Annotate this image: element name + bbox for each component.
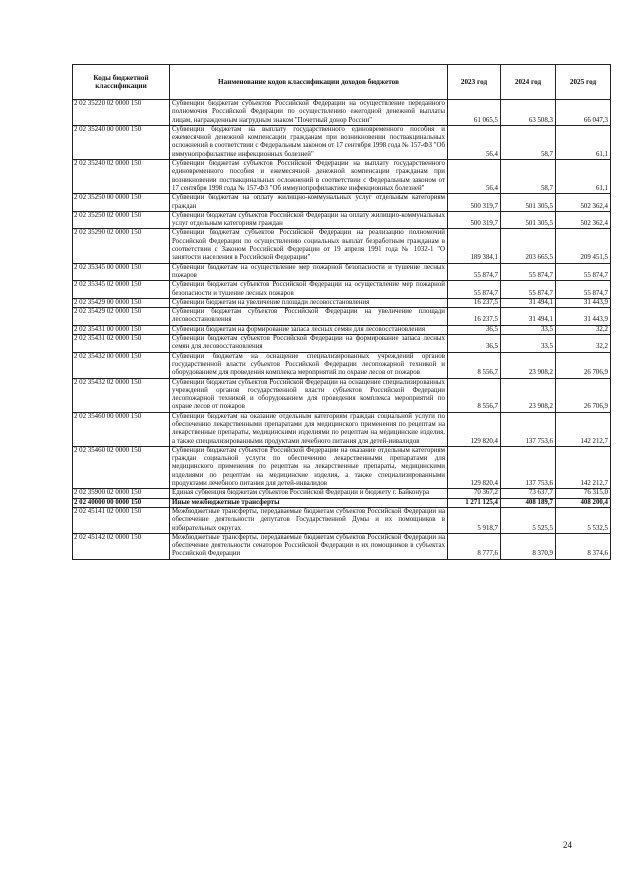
- row-name: Иные межбюджетные трансферты: [170, 498, 448, 507]
- row-value-2024: 55 874,7: [501, 263, 556, 281]
- row-code: 2 02 35429 02 0000 150: [73, 308, 170, 326]
- row-name: Субвенции бюджетам на оснащение специализированных учреждений органов государственной власти субъектов Российской Федерации лесопожарной техникой и оборудованием для проведения комплекса мероприятий по охране лесов от пожаров: [170, 352, 448, 378]
- row-value-2023: 129 820,4: [448, 412, 501, 446]
- row-value-2025: 31 443,9: [556, 298, 611, 307]
- row-name: Субвенции бюджетам субъектов Российской Федерации на оснащение специализированных учреждений органов государственной власти субъектов Российской Федерации лесопожарной техникой и оборудованием для проведения комплекса мероприятий по охране лесов от пожаров: [170, 378, 448, 412]
- row-value-2023: 16 237,5: [448, 308, 501, 326]
- row-value-2025: 502 362,4: [556, 194, 611, 212]
- row-value-2025: 5 532,5: [556, 507, 611, 533]
- row-code: 2 02 35431 00 0000 150: [73, 325, 170, 334]
- row-value-2025: 61,1: [556, 125, 611, 159]
- row-code: 2 02 35900 02 0000 150: [73, 489, 170, 498]
- row-value-2023: 8 556,7: [448, 378, 501, 412]
- row-code: 2 02 35240 00 0000 150: [73, 125, 170, 159]
- header-2025: 2025 год: [556, 65, 611, 100]
- row-name: Межбюджетные трансферты, передаваемые бюджетам субъектов Российской Федерации на обеспечение деятельности сенаторов Российской Федерации и их помощников в субъектах Российской Федерации: [170, 533, 448, 559]
- table-row: [73, 412, 611, 446]
- table-row: [73, 446, 611, 488]
- row-name: Субвенции бюджетам на увеличение площади лесовосстановления: [170, 298, 448, 307]
- row-code: 2 02 35429 00 0000 150: [73, 298, 170, 307]
- row-name: Субвенции бюджетам субъектов Российской Федерации на осуществление переданного полномочия Российской Федерации по осуществлению ежегодной денежной выплаты лицам, награжденным нагрудным знаком "Почетный донор России": [170, 100, 448, 126]
- table-row: [73, 263, 611, 281]
- row-code: 2 02 35250 00 0000 150: [73, 194, 170, 212]
- table-row: [73, 160, 611, 194]
- row-value-2023: 61 065,5: [448, 100, 501, 126]
- row-code: 2 02 35432 00 0000 150: [73, 352, 170, 378]
- table-row: [73, 298, 611, 307]
- document-page: [72, 64, 610, 560]
- row-value-2024: 63 508,3: [501, 100, 556, 126]
- table-row: [73, 229, 611, 263]
- row-name: Субвенции бюджетам субъектов Российской Федерации на формирование запаса лесных семян для лесовосстановления: [170, 335, 448, 353]
- row-value-2024: 58,7: [501, 160, 556, 194]
- row-name: Субвенции бюджетам на оплату жилищно-коммунальных услуг отдельным категориям граждан: [170, 194, 448, 212]
- row-name: Субвенции бюджетам на выплату государственного единовременного пособия и ежемесячной денежной компенсации гражданам при возникновении поствакцинальных осложнений в соответствии с Федеральным законом от 17 сентября 1998 года № 157-ФЗ "Об иммунопрофилактике инфекционных болезней": [170, 125, 448, 159]
- row-value-2023: 8 556,7: [448, 352, 501, 378]
- row-value-2024: 55 874,7: [501, 281, 556, 299]
- table-header-row: [73, 65, 611, 100]
- row-value-2024: 8 370,9: [501, 533, 556, 559]
- row-value-2023: 55 874,7: [448, 281, 501, 299]
- budget-revenue-table: [72, 64, 611, 560]
- row-value-2024: 33,5: [501, 335, 556, 353]
- row-name: Субвенции бюджетам субъектов Российской Федерации на осуществление мер пожарной безопасности и тушение лесных пожаров: [170, 281, 448, 299]
- row-code: 2 02 35290 02 0000 150: [73, 229, 170, 263]
- row-value-2024: 23 908,2: [501, 352, 556, 378]
- row-code: 2 02 35345 02 0000 150: [73, 281, 170, 299]
- row-value-2023: 189 384,1: [448, 229, 501, 263]
- row-code: 2 02 35250 02 0000 150: [73, 211, 170, 229]
- row-code: 2 02 35460 02 0000 150: [73, 446, 170, 488]
- table-row: [73, 194, 611, 212]
- table-row: [73, 100, 611, 126]
- header-2023: 2023 год: [448, 65, 501, 100]
- row-name: Субвенции бюджетам субъектов Российской Федерации на оплату жилищно-коммунальных услуг отдельным категориям граждан: [170, 211, 448, 229]
- row-value-2023: 500 319,7: [448, 211, 501, 229]
- row-value-2025: 76 315,0: [556, 489, 611, 498]
- row-value-2024: 137 753,6: [501, 446, 556, 488]
- row-value-2025: 55 874,7: [556, 281, 611, 299]
- header-name: Наименование кодов классификации доходов бюджетов: [170, 65, 448, 100]
- row-value-2023: 70 367,2: [448, 489, 501, 498]
- row-value-2025: 55 874,7: [556, 263, 611, 281]
- table-row: [73, 125, 611, 159]
- row-value-2025: 61,1: [556, 160, 611, 194]
- row-value-2025: 502 362,4: [556, 211, 611, 229]
- row-value-2023: 1 271 125,4: [448, 498, 501, 507]
- table-row: [73, 507, 611, 533]
- row-code: 2 02 35432 02 0000 150: [73, 378, 170, 412]
- row-value-2025: 8 374,6: [556, 533, 611, 559]
- row-value-2023: 56,4: [448, 125, 501, 159]
- row-value-2023: 36,5: [448, 335, 501, 353]
- row-value-2023: 55 874,7: [448, 263, 501, 281]
- row-value-2023: 129 820,4: [448, 446, 501, 488]
- row-value-2023: 8 777,6: [448, 533, 501, 559]
- row-code: 2 02 35345 00 0000 150: [73, 263, 170, 281]
- row-code: 2 02 35431 02 0000 150: [73, 335, 170, 353]
- table-row: [73, 211, 611, 229]
- row-code: 2 02 35460 00 0000 150: [73, 412, 170, 446]
- row-value-2023: 5 918,7: [448, 507, 501, 533]
- row-code: 2 02 40000 00 0000 150: [73, 498, 170, 507]
- row-value-2025: 31 443,9: [556, 308, 611, 326]
- row-name: Межбюджетные трансферты, передаваемые бюджетам субъектов Российской Федерации на обеспечение деятельности депутатов Государственной Думы и их помощников в избирательных округах: [170, 507, 448, 533]
- header-code: Коды бюджетной классификации: [73, 65, 170, 100]
- row-value-2025: 408 200,4: [556, 498, 611, 507]
- row-name: Единая субвенция бюджетам субъектов Российской Федерации и бюджету г. Байконура: [170, 489, 448, 498]
- row-value-2024: 5 525,5: [501, 507, 556, 533]
- row-code: 2 02 45141 02 0000 150: [73, 507, 170, 533]
- row-value-2023: 16 237,5: [448, 298, 501, 307]
- row-name: Субвенции бюджетам субъектов Российской Федерации на реализацию полномочий Российской Федерации по осуществлению социальных выплат безработным гражданам в соответствии с Законом Российской Федерации от 19 апреля 1991 года № 1032-1 "О занятости населения в Российской Федерации": [170, 229, 448, 263]
- row-value-2025: 26 706,9: [556, 378, 611, 412]
- table-row: [73, 335, 611, 353]
- table-row: [73, 325, 611, 334]
- row-name: Субвенции бюджетам субъектов Российской Федерации на увеличение площади лесовосстановления: [170, 308, 448, 326]
- row-value-2024: 501 305,5: [501, 211, 556, 229]
- table-row: [73, 378, 611, 412]
- row-value-2024: 31 494,1: [501, 308, 556, 326]
- header-2024: 2024 год: [501, 65, 556, 100]
- row-code: 2 02 35240 02 0000 150: [73, 160, 170, 194]
- row-value-2023: 56,4: [448, 160, 501, 194]
- row-value-2023: 36,5: [448, 325, 501, 334]
- row-code: 2 02 35220 02 0000 150: [73, 100, 170, 126]
- row-value-2024: 408 189,7: [501, 498, 556, 507]
- row-value-2024: 58,7: [501, 125, 556, 159]
- row-value-2024: 23 908,2: [501, 378, 556, 412]
- row-name: Субвенции бюджетам на осуществление мер пожарной безопасности и тушение лесных пожаров: [170, 263, 448, 281]
- table-row: [73, 498, 611, 507]
- row-value-2024: 73 637,7: [501, 489, 556, 498]
- row-value-2024: 137 753,6: [501, 412, 556, 446]
- row-value-2024: 31 494,1: [501, 298, 556, 307]
- row-value-2025: 32,2: [556, 325, 611, 334]
- row-name: Субвенции бюджетам субъектов Российской Федерации на оказание отдельным категориям граждан социальной услуги по обеспечению лекарственными препаратами для медицинского применения по рецептам на лекарственные препараты, медицинскими изделиями по рецептам на медицинские изделия, а также специализированными продуктами лечебного питания для детей-инвалидов: [170, 446, 448, 488]
- row-value-2025: 209 451,5: [556, 229, 611, 263]
- table-row: [73, 489, 611, 498]
- row-name: Субвенции бюджетам на формирование запаса лесных семян для лесовосстановления: [170, 325, 448, 334]
- table-row: [73, 281, 611, 299]
- row-value-2024: 33,5: [501, 325, 556, 334]
- row-value-2025: 66 047,3: [556, 100, 611, 126]
- row-value-2023: 500 319,7: [448, 194, 501, 212]
- row-name: Субвенции бюджетам субъектов Российской Федерации на выплату государственного единовременного пособия и ежемесячной денежной компенсации гражданам при возникновении поствакцинальных осложнений в соответствии с Федеральным законом от 17 сентября 1998 года № 157-ФЗ "Об иммунопрофилактике инфекционных болезней": [170, 160, 448, 194]
- row-value-2025: 142 212,7: [556, 412, 611, 446]
- row-value-2024: 501 305,5: [501, 194, 556, 212]
- page-number: 24: [563, 840, 572, 850]
- row-value-2025: 26 706,9: [556, 352, 611, 378]
- table-body: [73, 100, 611, 560]
- row-name: Субвенции бюджетам на оказание отдельным категориям граждан социальной услуги по обеспечению лекарственными препаратами для медицинского применения по рецептам на лекарственные препараты, медицинскими изделиями по рецептам на медицинские изделия, а также специализированными продуктами лечебного питания для детей-инвалидов: [170, 412, 448, 446]
- row-value-2024: 203 665,5: [501, 229, 556, 263]
- table-row: [73, 352, 611, 378]
- row-code: 2 02 45142 02 0000 150: [73, 533, 170, 559]
- table-row: [73, 533, 611, 559]
- table-row: [73, 308, 611, 326]
- row-value-2025: 142 212,7: [556, 446, 611, 488]
- row-value-2025: 32,2: [556, 335, 611, 353]
